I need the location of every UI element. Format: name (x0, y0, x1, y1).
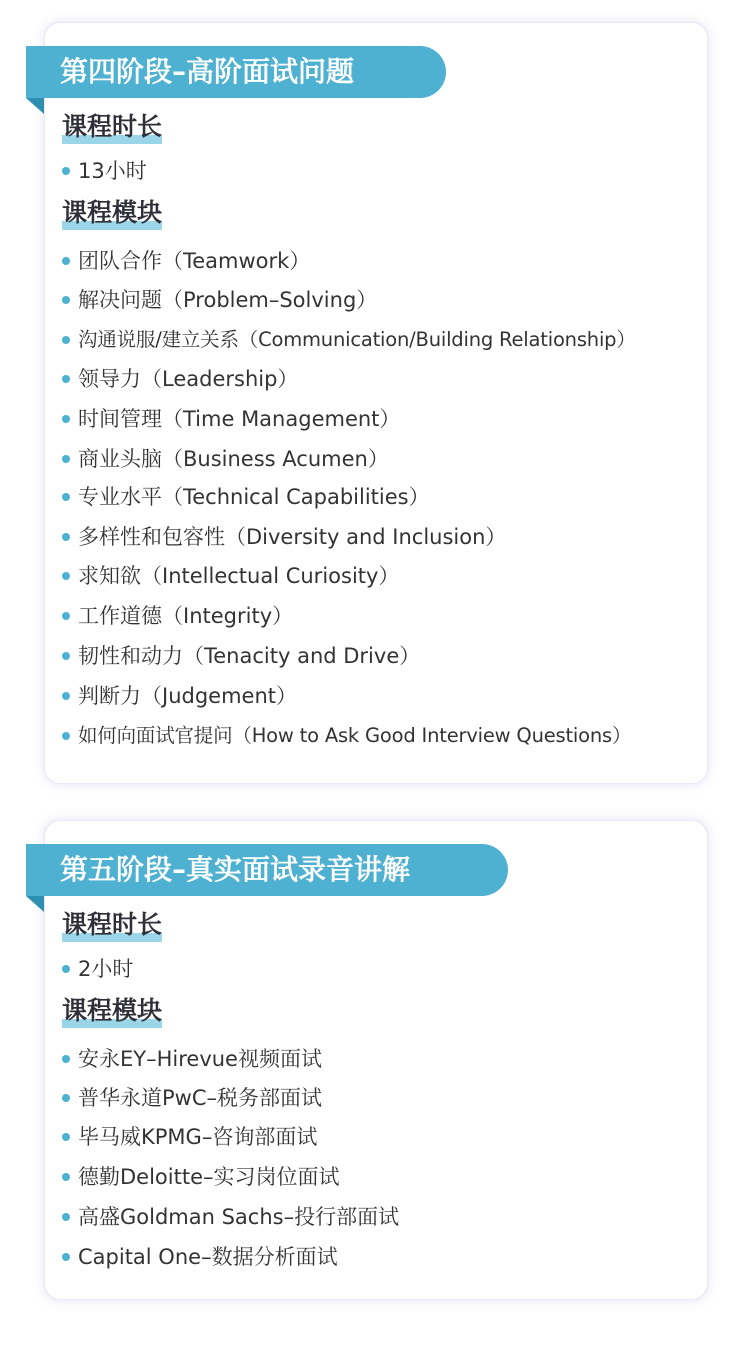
stage5-title: 第五阶段–真实面试录音讲解 (60, 853, 411, 886)
stage4-title: 第四阶段–高阶面试问题 (60, 55, 355, 88)
bullet-dot-icon (62, 1055, 70, 1063)
bullet-dot-icon (62, 652, 70, 660)
stage5-modules-heading: 课程模块 (62, 996, 162, 1034)
bullet-dot-icon (62, 375, 70, 383)
stage4-title-banner (26, 46, 446, 98)
bullet-dot-icon (62, 1253, 70, 1261)
stage4-modules-heading: 课程模块 (62, 198, 162, 236)
list-item: 普华永道PwC–税务部面试 (62, 1083, 322, 1113)
bullet-dot-icon (62, 1094, 70, 1102)
bullet-dot-icon (62, 533, 70, 541)
list-item: 韧性和动力（Tenacity and Drive） (62, 641, 420, 671)
list-item: 团队合作（Teamwork） (62, 246, 310, 276)
bullet-dot-icon (62, 1133, 70, 1141)
list-item: 毕马威KPMG–咨询部面试 (62, 1122, 317, 1152)
bullet-dot-icon (62, 415, 70, 423)
stage4-duration-heading: 课程时长 (62, 112, 162, 150)
list-item: 领导力（Leadership） (62, 364, 298, 394)
list-item: 沟通说服/建立关系（Communication/Building Relationship） (62, 325, 636, 355)
bullet-dot-icon (62, 493, 70, 501)
stage5-banner-fold (26, 896, 44, 912)
stage5-duration-item: 2小时 (62, 954, 133, 984)
list-item: 多样性和包容性（Diversity and Inclusion） (62, 522, 506, 552)
bullet-dot-icon (62, 455, 70, 463)
bullet-dot-icon (62, 572, 70, 580)
list-item: 解决问题（Problem–Solving） (62, 285, 377, 315)
bullet-dot-icon (62, 692, 70, 700)
list-item: 如何向面试官提问（How to Ask Good Interview Questions） (62, 721, 631, 751)
bullet-dot-icon (62, 1213, 70, 1221)
bullet-dot-icon (62, 167, 70, 175)
stage4-banner-fold (26, 98, 44, 114)
bullet-dot-icon (62, 336, 70, 344)
bullet-dot-icon (62, 612, 70, 620)
bullet-dot-icon (62, 257, 70, 265)
list-item: Capital One–数据分析面试 (62, 1242, 338, 1272)
bullet-dot-icon (62, 296, 70, 304)
stage5-title-banner (26, 844, 508, 896)
stage5-duration-heading: 课程时长 (62, 910, 162, 948)
list-item: 安永EY–Hirevue视频面试 (62, 1044, 322, 1074)
list-item: 求知欲（Intellectual Curiosity） (62, 561, 399, 591)
bullet-dot-icon (62, 1173, 70, 1181)
bullet-dot-icon (62, 965, 70, 973)
list-item: 高盛Goldman Sachs–投行部面试 (62, 1202, 399, 1232)
stage4-duration-item: 13小时 (62, 156, 147, 186)
bullet-dot-icon (62, 732, 70, 740)
list-item: 时间管理（Time Management） (62, 404, 400, 434)
list-item: 判断力（Judgement） (62, 681, 297, 711)
list-item: 专业水平（Technical Capabilities） (62, 482, 430, 512)
list-item: 商业头脑（Business Acumen） (62, 444, 389, 474)
list-item: 工作道德（Integrity） (62, 601, 293, 631)
list-item: 德勤Deloitte–实习岗位面试 (62, 1162, 340, 1192)
